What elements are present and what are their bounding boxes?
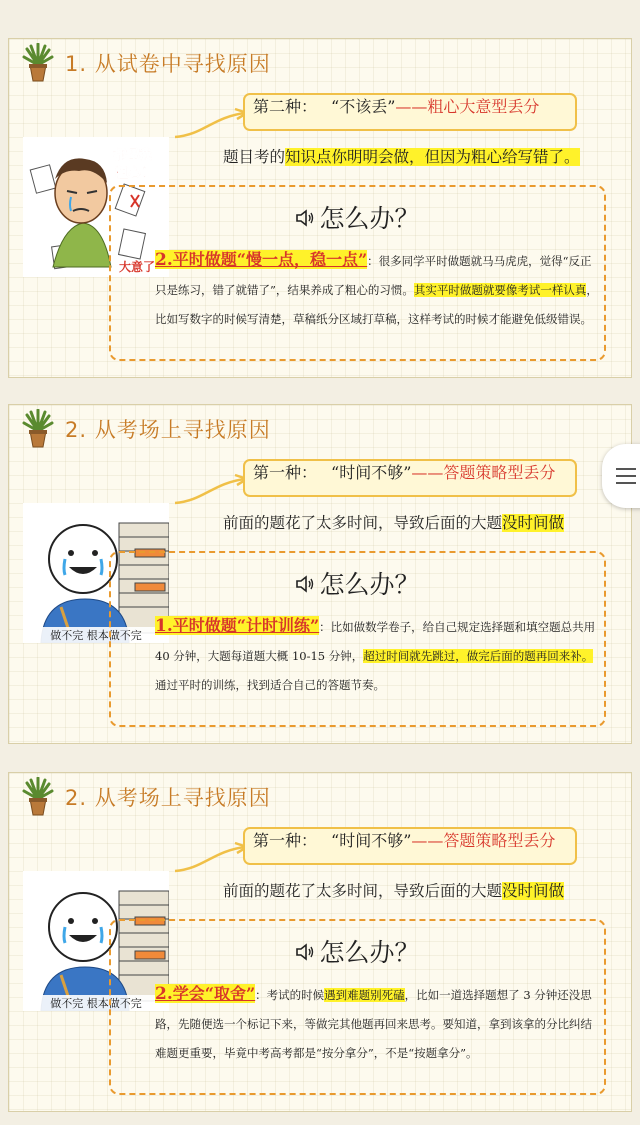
solution-title: 平时做题“慢一点，稳一点” — [172, 250, 368, 269]
solution-body — [155, 611, 601, 700]
solution-text-b: 通过平时的训练，找到适合自己的答题节奏。 — [155, 678, 385, 692]
description-text: 前面的题花了太多时间，导致后面的大题 — [223, 882, 503, 900]
illustration-text-2: 粗心！ — [115, 166, 155, 181]
section-title: 2. 从考场上寻找原因 — [65, 786, 271, 810]
speaker-icon — [295, 208, 315, 232]
speaker-icon — [295, 942, 315, 966]
solution-heading — [111, 565, 604, 601]
solution-highlight: 超过时间就先跳过，做完后面的题再回来补。 — [363, 649, 594, 663]
solution-text-a: 考试的时候 — [266, 988, 325, 1002]
solution-heading-text: 怎么办？ — [319, 204, 420, 233]
description-highlight: 没时间做 — [502, 882, 565, 900]
solution-text-b: ，比如写数字的时候写清楚，草稿纸分区域打草稿，这样考试的时候才能避免低级错误。 — [155, 283, 598, 326]
loss-type-label: 第一种： — [253, 831, 318, 850]
section-header — [21, 409, 271, 449]
section-card-1 — [8, 38, 632, 378]
loss-type-label: 第二种： — [253, 97, 318, 116]
description-text: 前面的题花了太多时间，导致后面的大题 — [223, 514, 503, 532]
solution-colon: ： — [367, 254, 379, 268]
illustration-text-3: 大意了 — [119, 260, 156, 274]
menu-icon-line — [616, 475, 636, 477]
problem-description — [223, 879, 564, 901]
connector-arrow-icon — [173, 841, 253, 875]
section-header — [21, 43, 271, 83]
solution-title: 学会“取舍” — [172, 984, 256, 1003]
loss-type-tag — [243, 93, 577, 131]
solution-heading-text: 怎么办？ — [319, 938, 420, 967]
problem-description — [223, 511, 564, 533]
solution-heading — [111, 199, 604, 235]
loss-type-style: ——粗心大意型丢分 — [395, 97, 540, 116]
connector-arrow-icon — [173, 473, 253, 507]
solution-heading — [111, 933, 604, 969]
solution-body — [155, 979, 601, 1068]
potted-plant-icon — [21, 43, 55, 83]
menu-icon — [616, 468, 636, 470]
loss-type-tag — [243, 459, 577, 497]
solution-body — [155, 245, 601, 334]
description-text: 题目考的 — [223, 148, 286, 166]
floating-menu-button[interactable] — [602, 444, 640, 508]
solution-number: 2. — [155, 250, 173, 270]
section-card-2 — [8, 404, 632, 744]
solution-title: 平时做题“计时训练” — [172, 616, 320, 635]
illustration-text-1: 都怪我 — [113, 148, 153, 163]
solution-text-a: 很多同学平时做题就马马虎虎，觉得“反正只是练习，错了就错了”，结果养成了粗心的习惯。 — [155, 254, 592, 297]
problem-description — [223, 145, 580, 167]
description-highlight: 知识点你明明会做，但因为粗心给写错了。 — [285, 148, 580, 166]
solution-number: 2. — [155, 984, 173, 1004]
section-title: 2. 从考场上寻找原因 — [65, 418, 271, 442]
loss-type-tag — [243, 827, 577, 865]
section-title: 1. 从试卷中寻找原因 — [65, 52, 271, 76]
loss-type-style: ——答题策略型丢分 — [411, 831, 556, 850]
speaker-icon — [295, 574, 315, 598]
solution-colon: ： — [319, 620, 331, 634]
description-highlight: 没时间做 — [502, 514, 565, 532]
loss-type-keyword: “不该丢” — [331, 97, 396, 116]
solution-box — [109, 185, 606, 361]
section-card-3 — [8, 772, 632, 1112]
potted-plant-icon — [21, 777, 55, 817]
potted-plant-icon — [21, 409, 55, 449]
loss-type-keyword: “时间不够” — [331, 463, 412, 482]
solution-colon: ： — [255, 988, 267, 1002]
loss-type-label: 第一种： — [253, 463, 318, 482]
solution-text-a: 比如做数学卷子，给自己规定选择题和填空题总共用 40 分钟，大题每道题大概 10-15 分钟， — [155, 620, 596, 663]
solution-heading-text: 怎么办？ — [319, 570, 420, 599]
menu-icon-line — [616, 482, 636, 484]
solution-box — [109, 551, 606, 727]
solution-text-b: ，比如一道选择题想了 3 分钟还没思路，先随便选一个标记下来，等做完其他题再回来思考。要知道，拿到该拿的分比纠结难题更重要，毕竟中考高考都是“按分拿分”，不是“按题拿分”。 — [155, 988, 592, 1060]
section-header — [21, 777, 271, 817]
solution-subtitle — [155, 616, 319, 635]
solution-highlight: 遇到难题别死磕 — [324, 988, 405, 1002]
loss-type-keyword: “时间不够” — [331, 831, 412, 850]
solution-subtitle — [155, 984, 255, 1003]
solution-number: 1. — [155, 616, 173, 636]
solution-subtitle — [155, 250, 367, 269]
illustration-caption: 做不完 根本做不完 — [23, 995, 169, 1011]
illustration-caption: 做不完 根本做不完 — [23, 627, 169, 643]
solution-box — [109, 919, 606, 1095]
loss-type-style: ——答题策略型丢分 — [411, 463, 556, 482]
connector-arrow-icon — [173, 107, 253, 141]
solution-highlight: 其实平时做题就要像考试一样认真 — [413, 283, 587, 297]
